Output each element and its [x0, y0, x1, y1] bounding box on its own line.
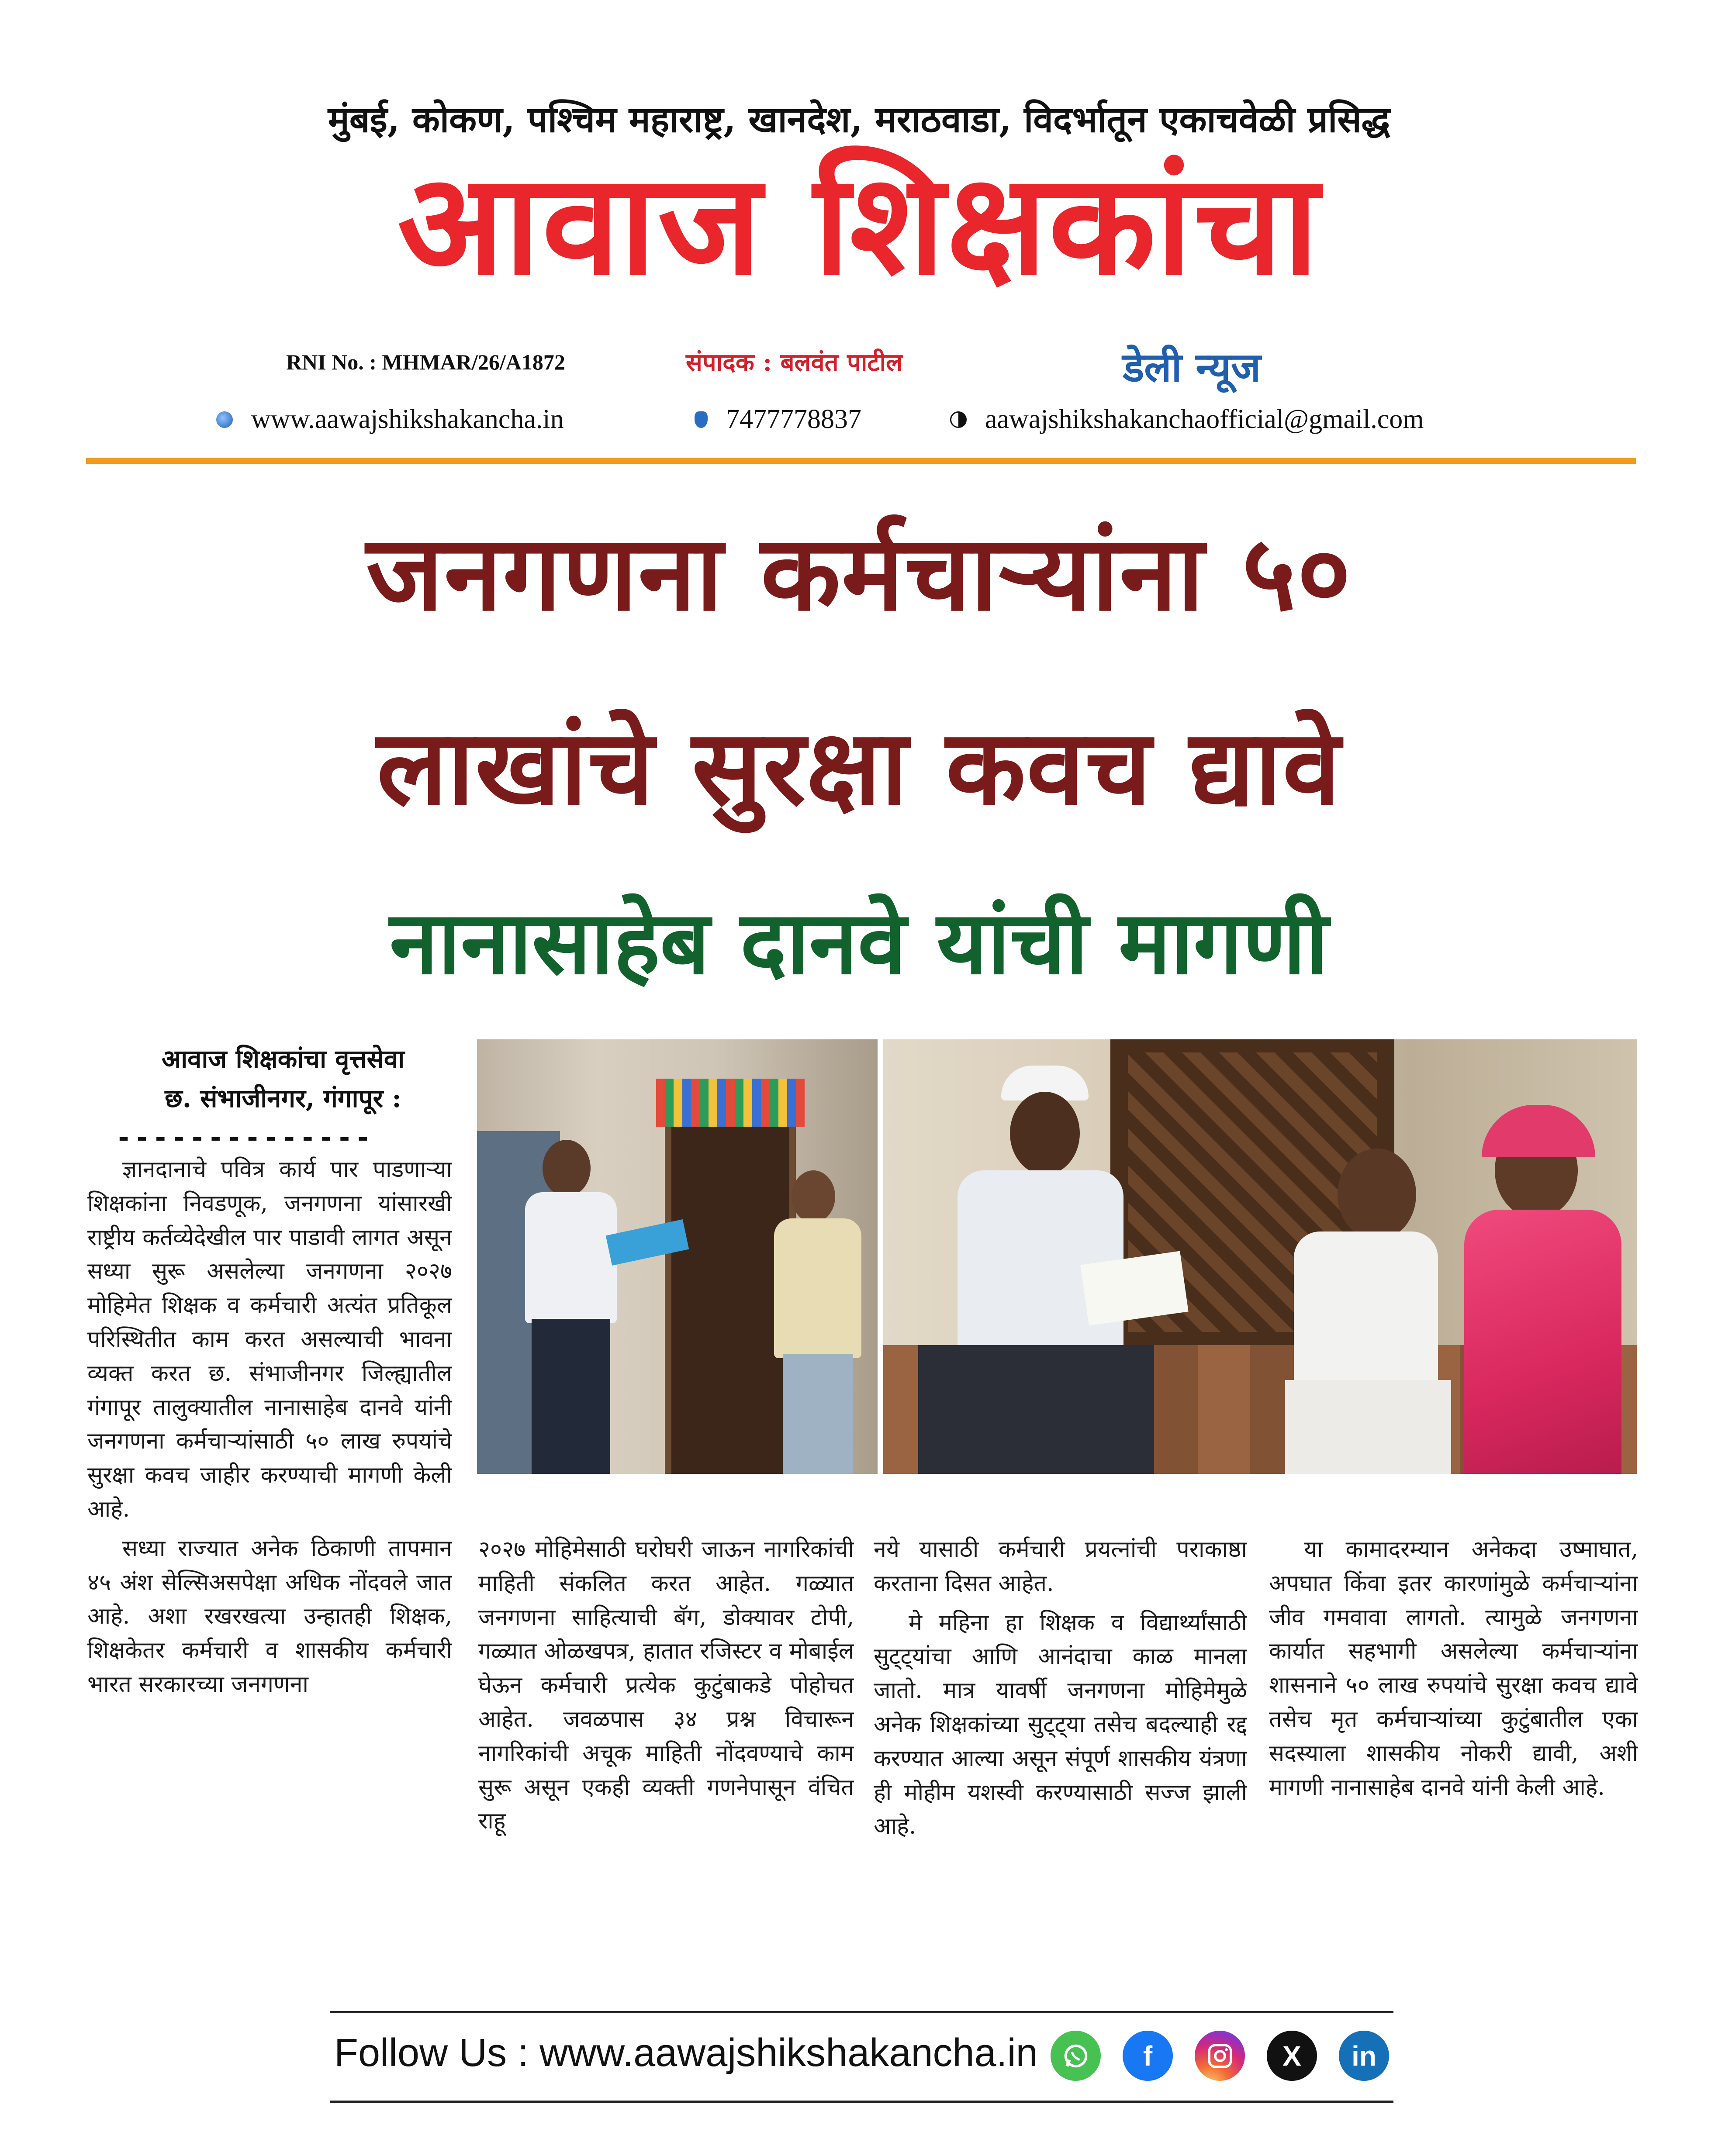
byline [108, 1039, 458, 1118]
daily-news-label: डेली न्यूज [1123, 344, 1261, 391]
masthead-divider [86, 458, 1636, 464]
globe-icon [216, 411, 233, 428]
follow-us-text[interactable]: Follow Us : www.aawajshikshakancha.in [334, 2031, 1038, 2075]
linkedin-icon[interactable]: in [1339, 2031, 1389, 2081]
article-column-1 [87, 1153, 452, 2026]
photo-census-worker-doorway [477, 1039, 878, 1474]
email-text: aawajshikshakanchaofficial@gmail.com [985, 404, 1424, 434]
photo-census-worker-interview [883, 1039, 1637, 1474]
editor-credit: संपादक : बलवंत पाटील [686, 348, 903, 377]
sub-headline: नानासाहेब दानवे यांची मागणी [389, 892, 1329, 994]
newspaper-title: आवाज शिक्षकांचा [397, 144, 1321, 306]
phone-icon [695, 411, 708, 428]
article-paragraph: ज्ञानदानाचे पवित्र कार्य पार पाडणाऱ्या शिक्षकांना निवडणूक, जनगणना यांसारखी राष्ट्रीय कर्तव्येदेखील पार पाडावी लागत असून सध्या सुरू असलेल्या जनगणना २०२७ मोहिमेत शिक्षक व कर्मचारी अत्यंत प्रतिकूल परिस्थितीत काम करत असल्याची भावना व्यक्त करत छ. संभाजीनगर जिल्ह्यातील गंगापूर तालुक्यातील नानासाहेब दानवे यांनी जनगणना कर्मचाऱ्यांसाठी ५० लाख रुपयांचे सुरक्षा कवच जाहीर करण्याची मागणी केली आहे. [87, 1156, 452, 1522]
masthead-tagline: मुंबई, कोकण, पश्चिम महाराष्ट्र, खानदेश, मराठवाडा, विदर्भातून एकाचवेळी प्रसिद्ध [328, 99, 1390, 141]
article-paragraph: २०२७ मोहिमेसाठी घरोघरी जाऊन नागरिकांची माहिती संकलित करत आहेत. गळ्यात जनगणना साहित्याची बॅग, डोक्यावर टोपी, गळ्यात ओळखपत्र, हातात रजिस्टर व मोबाईल घेऊन कर्मचारी प्रत्येक कुटुंबाकडे पोहोचत आहेत. जवळपास ३४ प्रश्न विचारून नागरिकांची अचूक माहिती नोंदवण्याचे काम सुरू असून एकही व्यक्ती गणनेपासून वंचित राहू [478, 1536, 854, 1835]
headline-line-1: जनगणना कर्मचाऱ्यांना ५० [366, 513, 1352, 634]
article-paragraph: मे महिना हा शिक्षक व विद्यार्थ्यांसाठी सुट्ट्यांचा आणि आनंदाचा काळ मानला जातो. मात्र यावर्षी जनगणना मोहिमेमुळे अनेक शिक्षकांच्या सुट्ट्या तसेच बदल्याही रद्द करण्यात आल्या असून संपूर्ण शासकीय यंत्रणा ही मोहीम यशस्वी करण्यासाठी सज्ज झाली आहे. [874, 1609, 1247, 1840]
mail-icon [950, 411, 967, 428]
rni-number: RNI No. : MHMAR/26/A1872 [286, 350, 565, 374]
article-column-4 [1269, 1533, 1638, 2013]
article-paragraph: सध्या राज्यात अनेक ठिकाणी तापमान ४५ अंश सेल्सिअसपेक्षा अधिक नोंदवले जात आहे. अशा रखरखत्या उन्हातही शिक्षक, शिक्षकेतर कर्मचारी व शासकीय कर्मचारी भारत सरकारच्या जनगणना [87, 1535, 452, 1697]
article-column-2 [478, 1533, 854, 2013]
x-icon[interactable]: X [1267, 2031, 1317, 2081]
footer-top-rule [330, 2011, 1393, 2013]
whatsapp-icon[interactable] [1051, 2031, 1101, 2081]
phone-text: 7477778837 [726, 404, 861, 434]
instagram-icon[interactable] [1195, 2031, 1245, 2081]
footer-bottom-rule [330, 2101, 1393, 2103]
headline-line-2: लाखांचे सुरक्षा कवच द्यावे [377, 707, 1341, 828]
article-column-3 [874, 1533, 1247, 2013]
contact-website[interactable] [216, 404, 564, 435]
byline-place: छ. संभाजीनगर, गंगापूर : [165, 1083, 401, 1113]
facebook-icon[interactable]: f [1123, 2031, 1173, 2081]
byline-separator: -------------- [116, 1122, 373, 1153]
article-paragraph: या कामादरम्यान अनेकदा उष्माघात, अपघात किंवा इतर कारणांमुळे कर्मचाऱ्यांना जीव गमवावा लागतो. त्यामुळे जनगणना कार्यात सहभागी असलेल्या कर्मचाऱ्यांना शासनाने ५० लाख रुपयांचे सुरक्षा कवच द्यावे तसेच मृत कर्मचाऱ्यांच्या कुटुंबातील एका सदस्याला शासकीय नोकरी द्यावी, अशी मागणी नानासाहेब दानवे यांनी केली आहे. [1269, 1536, 1638, 1801]
article-paragraph: नये यासाठी कर्मचारी प्रयत्नांची पराकाष्ठा करताना दिसत आहेत. [874, 1536, 1247, 1597]
contact-phone[interactable] [695, 404, 861, 435]
byline-source: आवाज शिक्षकांचा वृत्तसेवा [161, 1044, 405, 1074]
website-text: www.aawajshikshakancha.in [251, 404, 564, 434]
contact-email[interactable] [950, 404, 1424, 435]
